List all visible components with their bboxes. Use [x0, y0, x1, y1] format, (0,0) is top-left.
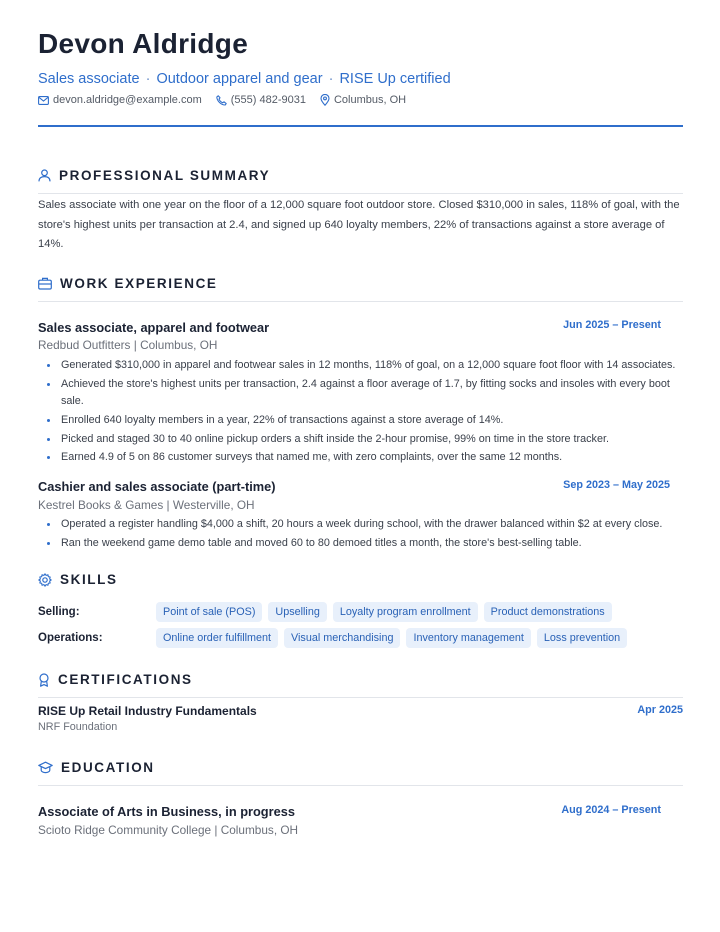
- certification-name: RISE Up Retail Industry Fundamentals: [38, 704, 257, 718]
- certification-issuer: NRF Foundation: [38, 721, 118, 733]
- tagline-separator: ·: [328, 71, 334, 87]
- job-bullet: Achieved the store's highest units per transaction, 2.4 against a floor average of 1.7, by fitting socks and insoles with every boot sale.: [38, 376, 683, 411]
- education-degree: Associate of Arts in Business, in progress: [38, 804, 295, 819]
- phone-icon: [216, 95, 227, 106]
- job-title: Cashier and sales associate (part-time): [38, 479, 276, 494]
- education-section-title: EDUCATION: [61, 760, 155, 775]
- education-dates: Aug 2024 – Present: [561, 804, 661, 816]
- user-icon: [38, 169, 51, 182]
- skill-chip: Visual merchandising: [284, 628, 400, 648]
- tagline-focus: Outdoor apparel and gear: [156, 71, 323, 87]
- job-bullet: Enrolled 640 loyalty members in a year, 22% of transactions against a store average of 14%.: [38, 412, 683, 430]
- skill-category-label: Selling:: [38, 606, 80, 618]
- briefcase-icon: [38, 277, 52, 290]
- mail-icon: [38, 96, 49, 105]
- skill-chip: Loss prevention: [537, 628, 627, 648]
- tagline-role: Sales associate: [38, 71, 140, 87]
- tagline: [38, 71, 451, 87]
- job-bullet-list: [38, 516, 683, 553]
- summary-text: Sales associate with one year on the floor of a 12,000 square foot outdoor store. Closed $310,000 in sales, 118% of goal, with the store's highest units per transaction at 2.4, and signed up 640 loyalty members, 22% of transactions against a store average of 14%.: [38, 199, 680, 250]
- skill-row-operations: [38, 628, 633, 648]
- location-text: Columbus, OH: [333, 94, 407, 106]
- education-school: Scioto Ridge Community College | Columbus, OH: [38, 823, 299, 837]
- tagline-certification: RISE Up certified: [339, 71, 451, 87]
- graduation-cap-icon: [38, 761, 53, 774]
- job-bullet: Operated a register handling $4,000 a shift, 20 hours a week during school, with the drawer balanced within $2 at every close.: [38, 516, 683, 534]
- skill-chip: Online order fulfillment: [156, 628, 278, 648]
- skill-category-label: Operations:: [38, 632, 103, 644]
- job-bullet: Ran the weekend game demo table and moved 60 to 80 demoed titles a month, the store's best-selling table.: [38, 535, 683, 553]
- skills-section-header: [38, 572, 683, 598]
- skill-row-selling: [38, 602, 618, 622]
- skill-chip: Product demonstrations: [484, 602, 612, 622]
- summary-section-title: PROFESSIONAL SUMMARY: [59, 168, 271, 183]
- summary-section-header: [38, 168, 683, 194]
- skill-chip: Loyalty program enrollment: [333, 602, 478, 622]
- contact-email[interactable]: [38, 94, 202, 106]
- skill-chip: Upselling: [268, 602, 326, 622]
- phone-text: (555) 482-9031: [230, 94, 306, 106]
- job-bullet: Earned 4.9 of 5 on 86 customer surveys that named me, with zero complaints, over the same 12 months.: [38, 449, 683, 467]
- job-bullet: Generated $310,000 in apparel and footwear sales in 12 months, 118% of goal, on a 12,000 square foot floor with 14 associates.: [38, 357, 683, 375]
- certifications-section-header: [38, 672, 683, 698]
- job-bullet: Picked and staged 30 to 40 online pickup orders a shift inside the 2-hour promise, 99% on time in the store tracker.: [38, 431, 683, 449]
- job-employer: Kestrel Books & Games | Westerville, OH: [38, 498, 255, 512]
- skills-section-title: SKILLS: [60, 572, 118, 587]
- experience-section-header: [38, 276, 683, 302]
- contact-phone[interactable]: [216, 94, 306, 106]
- award-icon: [38, 673, 50, 687]
- contact-location: [320, 94, 406, 106]
- job-bullet-list: [38, 357, 683, 468]
- gear-icon: [38, 573, 52, 587]
- experience-section-title: WORK EXPERIENCE: [60, 276, 218, 291]
- skill-chip: Point of sale (POS): [156, 602, 262, 622]
- education-section-header: [38, 760, 683, 786]
- certifications-section-title: CERTIFICATIONS: [58, 672, 193, 687]
- email-text: devon.aldridge@example.com: [53, 94, 202, 106]
- location-pin-icon: [320, 94, 330, 106]
- candidate-name: Devon Aldridge: [38, 28, 249, 59]
- job-title: Sales associate, apparel and footwear: [38, 320, 270, 335]
- job-dates: Jun 2025 – Present: [563, 319, 661, 331]
- certification-date: Apr 2025: [637, 704, 683, 716]
- tagline-separator: ·: [145, 71, 151, 87]
- skill-chip: Inventory management: [406, 628, 530, 648]
- job-dates: Sep 2023 – May 2025: [563, 479, 670, 491]
- header-divider: [38, 125, 683, 127]
- job-employer: Redbud Outfitters | Columbus, OH: [38, 338, 218, 352]
- contact-line: [38, 94, 420, 106]
